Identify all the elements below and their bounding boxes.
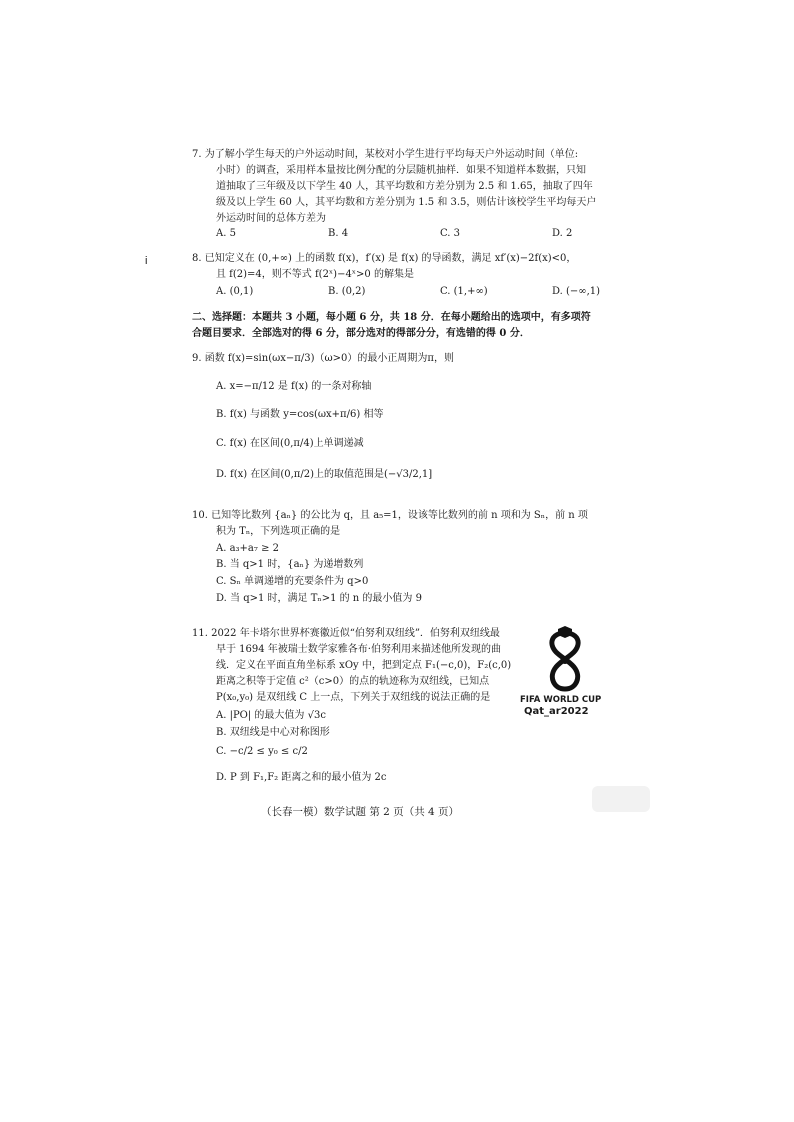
q8-option-a: A. (0,1) [216, 286, 254, 297]
q10-option-a: A. a₃+a₇ ≥ 2 [216, 543, 279, 554]
q11-option-d: D. P 到 F₁,F₂ 距离之和的最小值为 2c [216, 772, 387, 783]
q7-line-3: 道抽取了三年级及以下学生 40 人，其平均数和方差分别为 2.5 和 1.65，抽取了四年 [216, 181, 593, 192]
q9-option-c: C. f(x) 在区间(0,π/4)上单调递减 [216, 438, 364, 449]
q10-option-d: D. 当 q>1 时，满足 Tₙ>1 的 n 的最小值为 9 [216, 593, 422, 604]
q8-line-2: 且 f(2)=4，则不等式 f(2ˣ)−4ˣ>0 的解集是 [216, 269, 414, 280]
q11-option-c: C. −c/2 ≤ y₀ ≤ c/2 [216, 746, 308, 757]
q10-line-1: 10. 已知等比数列 {aₙ} 的公比为 q，且 a₅=1，设该等比数列的前 n 项和为 Sₙ，前 n 项 [192, 510, 588, 521]
q9-option-b: B. f(x) 与函数 y=cos(ωx+π/6) 相等 [216, 409, 384, 420]
logo-line-1: FIFA WORLD CUP [520, 695, 602, 705]
section-2-line-2: 合题目要求．全部选对的得 6 分，部分选对的得部分分，有选错的得 0 分． [192, 328, 530, 339]
q8-line-1: 8. 已知定义在 (0,+∞) 上的函数 f(x)，f′(x) 是 f(x) 的导函数，满足 xf′(x)−2f(x)<0， [192, 253, 577, 264]
q11-line-2: 早于 1694 年被瑞士数学家雅各布·伯努利用来描述他所发现的曲 [216, 644, 501, 655]
q10-line-2: 积为 Tₙ，下列选项正确的是 [216, 526, 341, 537]
q9-option-a: A. x=−π/12 是 f(x) 的一条对称轴 [216, 381, 372, 392]
q11-line-1: 11. 2022 年卡塔尔世界杯赛徽近似“伯努利双纽线”．伯努利双纽线最 [192, 628, 500, 639]
logo-line-2: Qat_ar2022 [524, 706, 589, 717]
q9-option-d: D. f(x) 在区间(0,π/2)上的取值范围是(−√3/2,1] [216, 469, 433, 480]
q7-line-5: 外运动时间的总体方差为 [216, 213, 326, 224]
q8-option-b: B. (0,2) [328, 286, 366, 297]
q11-line-5: P(x₀,y₀) 是双纽线 C 上一点，下列关于双纽线的说法正确的是 [216, 692, 491, 703]
q8-option-d: D. (−∞,1) [552, 286, 601, 297]
q7-option-c: C. 3 [440, 228, 461, 239]
q9-stem: 9. 函数 f(x)=sin(ωx−π/3)（ω>0）的最小正周期为π，则 [192, 353, 454, 364]
q10-option-c: C. Sₙ 单调递增的充要条件为 q>0 [216, 576, 369, 587]
page-footer: （长春一模）数学试题 第 2 页（共 4 页） [261, 806, 460, 818]
margin-mark: i [145, 255, 148, 267]
q7-option-d: D. 2 [552, 228, 573, 239]
q7-line-2: 小时）的调查，采用样本量按比例分配的分层随机抽样．如果不知道样本数据，只知 [216, 165, 586, 176]
world-cup-emblem-icon [518, 625, 612, 695]
section-2-line-1: 二、选择题：本题共 3 小题，每小题 6 分，共 18 分．在每小题给出的选项中，有多项符 [192, 312, 591, 323]
q7-line-1: 7. 为了解小学生每天的户外运动时间，某校对小学生进行平均每天户外运动时间（单位: [192, 149, 579, 160]
q10-option-b: B. 当 q>1 时，{aₙ} 为递增数列 [216, 559, 364, 570]
q8-option-c: C. (1,+∞) [440, 286, 488, 297]
scan-smudge [592, 786, 650, 812]
world-cup-emblem [518, 625, 612, 725]
q7-option-b: B. 4 [328, 228, 349, 239]
q7-line-4: 级及以上学生 60 人，其平均数和方差分别为 1.5 和 3.5，则估计该校学生平均每天户 [216, 197, 597, 208]
q11-line-4: 距离之积等于定值 c²（c>0）的点的轨迹称为双纽线，已知点 [216, 676, 490, 687]
q11-option-b: B. 双纽线是中心对称图形 [216, 727, 330, 738]
q11-line-3: 线．定义在平面直角坐标系 xOy 中，把到定点 F₁(−c,0)，F₂(c,0) [216, 660, 512, 671]
q11-option-a: A. |PO| 的最大值为 √3c [216, 710, 326, 721]
q7-option-a: A. 5 [216, 228, 236, 239]
